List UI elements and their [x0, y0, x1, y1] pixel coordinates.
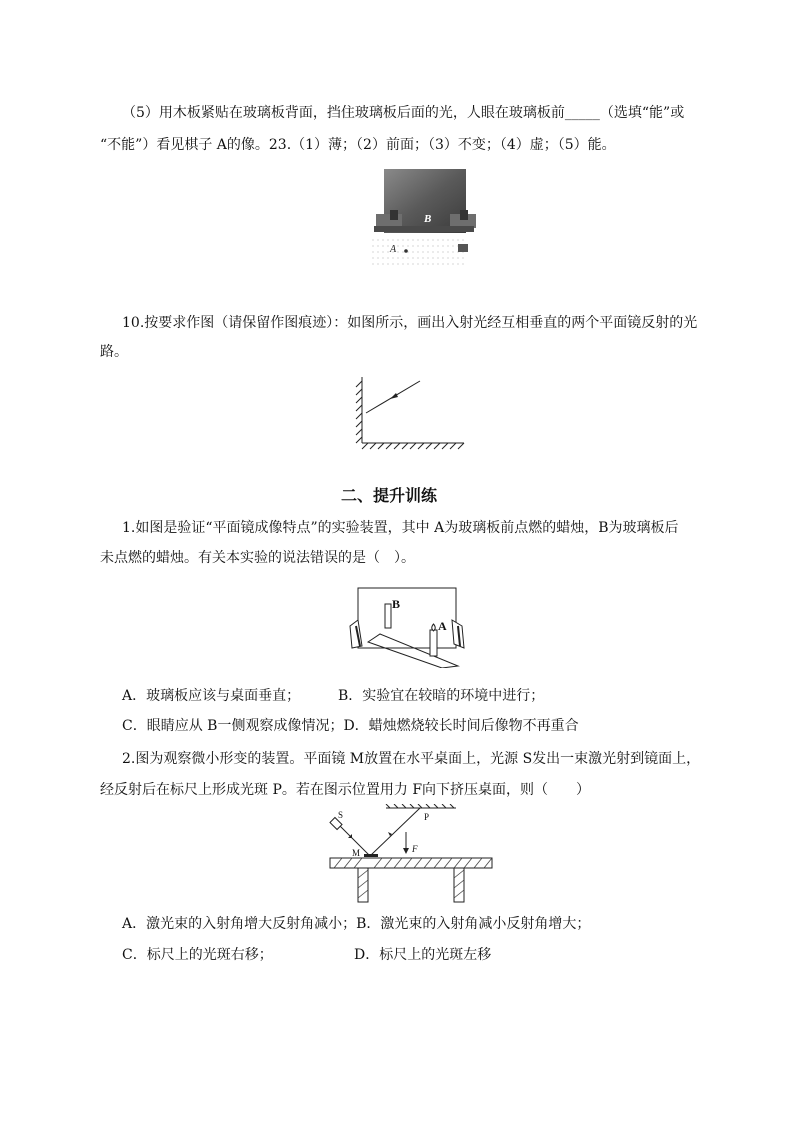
p1-line-1: 1.如图是验证“平面镜成像特点”的实验装置，其中 A为玻璃板前点燃的蜡烛，B为玻璃板后 — [122, 520, 679, 536]
candle-label-b: B — [392, 597, 401, 611]
laser-label-f: F — [412, 844, 418, 854]
laser-label-p: P — [424, 812, 430, 822]
q5-line-1: （5）用木板紧贴在玻璃板背面，挡住玻璃板后面的光，人眼在玻璃板前_____（选填“能”或 — [122, 105, 685, 121]
p2-line-2: 经反射后在标尺上形成光斑 P。若在图示位置用力 F向下挤压桌面，则（ ） — [100, 782, 591, 798]
p2-option-d: D．标尺上的光斑左移 — [354, 947, 492, 963]
glass-plate-figure — [368, 166, 480, 271]
p1-option-cd: C．眼睛应从 B一侧观察成像情况；D．蜡烛燃烧较长时间后像物不再重合 — [122, 718, 579, 734]
p2-option-ab: A．激光束的入射角增大反射角减小；B．激光束的入射角减小反射角增大； — [122, 916, 591, 932]
perpendicular-mirrors-figure — [350, 373, 468, 459]
laser-label-m: M — [352, 848, 361, 858]
glass-fig-label-b: B — [424, 213, 432, 225]
p1-line-2: 未点燃的蜡烛。有关本实验的说法错误的是（ ）。 — [100, 550, 415, 566]
p1-option-a: A．玻璃板应该与桌面垂直； — [122, 688, 301, 704]
q10-line-2: 路。 — [100, 344, 128, 360]
p2-option-c: C．标尺上的光斑右移； — [122, 947, 273, 963]
candle-mirror-figure — [346, 586, 468, 668]
p2-line-1: 2.图为观察微小形变的装置。平面镜 M放置在水平桌面上，光源 S发出一束激光射到镜面上， — [122, 751, 701, 767]
candle-label-a: A — [438, 619, 447, 633]
section-title: 二、提升训练 — [341, 486, 438, 505]
glass-fig-label-a: A — [390, 244, 397, 255]
p1-option-b: B．实验宜在较暗的环境中进行； — [338, 688, 545, 704]
laser-label-s: S — [338, 810, 344, 820]
q10-line-1: 10.按要求作图（请保留作图痕迹）：如图所示，画出入射光经互相垂直的两个平面镜反射的光 — [122, 315, 698, 331]
q5-line-2: “不能”）看见棋子 A的像。23.（1）薄；（2）前面；（3）不变；（4）虚；（5）能。 — [100, 137, 616, 153]
laser-deformation-figure — [328, 804, 498, 904]
